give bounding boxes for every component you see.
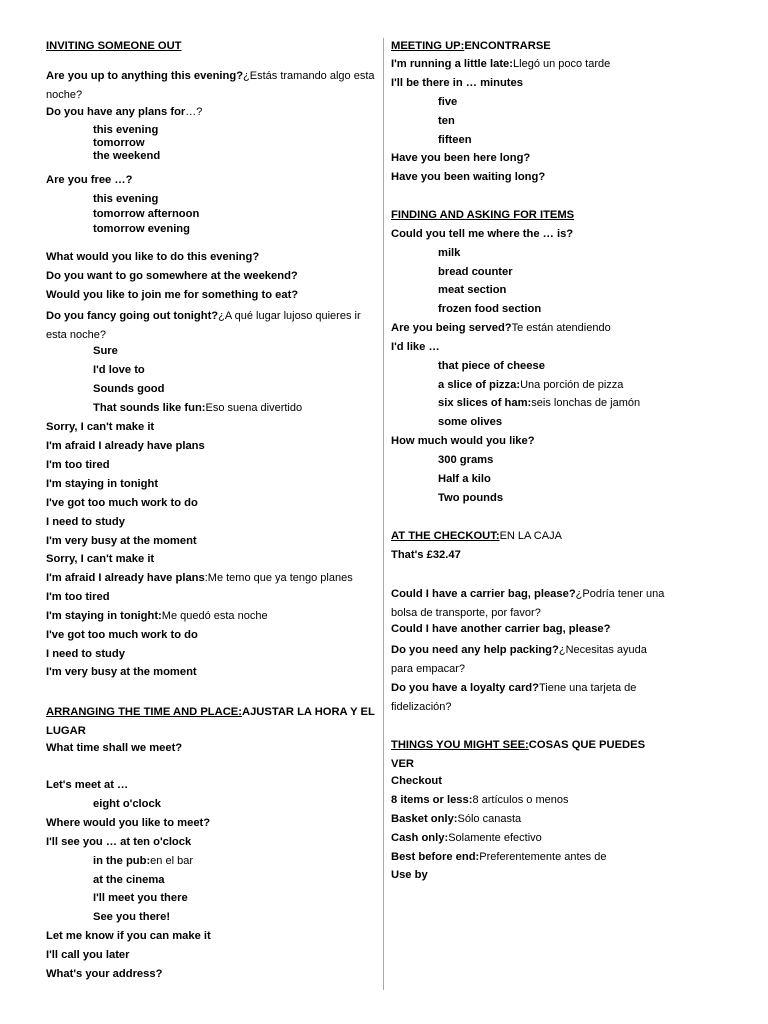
english-phrase: I'll see you … at ten o'clock (46, 836, 192, 848)
phrase-line (391, 76, 523, 90)
phrase-line (93, 123, 158, 137)
phrase-line (391, 548, 461, 562)
english-phrase: Let's meet at … (46, 779, 129, 791)
phrase-line (391, 57, 610, 71)
phrase-line (46, 39, 182, 53)
english-phrase: I need to study (46, 516, 125, 528)
english-phrase: I'll call you later (46, 949, 130, 961)
english-phrase: Sorry, I can't make it (46, 421, 155, 433)
phrase-line (391, 151, 530, 165)
phrase-line (391, 736, 666, 774)
english-phrase: I'm staying in tonight: (46, 610, 162, 622)
phrase-line (93, 192, 158, 206)
spanish-translation: Tiene una tarjeta de fidelización? (391, 682, 637, 713)
phrase-line (93, 891, 188, 905)
spanish-translation: ¿Podría tener una bolsa de transporte, por favor? (391, 588, 665, 619)
phrase-line (438, 133, 472, 147)
phrase-line (46, 628, 198, 642)
phrase-line (46, 307, 376, 345)
phrase-line (93, 149, 160, 163)
english-phrase: I'll be there in … minutes (391, 77, 523, 89)
section-heading: THINGS YOU MIGHT SEE: (391, 739, 529, 751)
spanish-translation: Me quedó esta noche (161, 610, 268, 622)
english-phrase: six slices of ham: (438, 397, 532, 409)
phrase-line (438, 246, 460, 260)
english-phrase: See you there! (93, 911, 171, 923)
phrase-line (93, 382, 164, 396)
phrase-line (46, 741, 182, 755)
english-phrase: Where would you like to meet? (46, 817, 211, 829)
phrase-line (391, 641, 666, 679)
phrase-line (391, 170, 545, 184)
phrase-line (46, 835, 191, 849)
section-heading: AT THE CHECKOUT: (391, 530, 500, 542)
english-phrase: frozen food section (438, 303, 542, 315)
english-phrase: Are you free …? (46, 174, 133, 186)
section-heading: FINDING AND ASKING FOR ITEMS (391, 209, 575, 221)
phrase-line (46, 703, 376, 741)
column-divider (383, 38, 384, 990)
english-phrase: Have you been waiting long? (391, 171, 546, 183)
phrase-line (391, 39, 551, 53)
english-phrase: eight o'clock (93, 798, 161, 810)
phrase-line (46, 288, 298, 302)
phrase-line (391, 622, 610, 636)
english-phrase: in the pub: (93, 855, 151, 867)
english-phrase: tomorrow (93, 137, 145, 149)
phrase-line (46, 647, 125, 661)
english-phrase: I'm too tired (46, 459, 110, 471)
english-phrase: Do you need any help packing? (391, 644, 559, 656)
english-phrase: I'm afraid I already have plans (46, 572, 205, 584)
phrase-line (438, 114, 455, 128)
english-phrase: Are you up to anything this evening? (46, 70, 244, 82)
phrase-line (46, 496, 198, 510)
phrase-line (46, 105, 202, 119)
english-phrase: milk (438, 247, 461, 259)
phrase-line (46, 420, 154, 434)
phrase-line (46, 552, 154, 566)
english-phrase: I'm very busy at the moment (46, 666, 197, 678)
phrase-line (391, 434, 535, 448)
spanish-translation: Preferentemente antes de (479, 851, 607, 863)
phrase-line (46, 609, 268, 623)
english-phrase: tomorrow evening (93, 223, 190, 235)
english-phrase: meat section (438, 284, 507, 296)
english-phrase: a slice of pizza: (438, 379, 521, 391)
english-phrase: this evening (93, 193, 159, 205)
english-phrase: I'm running a little late: (391, 58, 514, 70)
phrase-line (46, 458, 110, 472)
phrase-line (46, 590, 110, 604)
english-phrase: Let me know if you can make it (46, 930, 211, 942)
phrase-line (46, 948, 130, 962)
english-phrase: Could I have another carrier bag, please? (391, 623, 611, 635)
section-heading: ARRANGING THE TIME AND PLACE: (46, 706, 242, 718)
phrase-line (391, 812, 521, 826)
english-phrase: Could I have a carrier bag, please? (391, 588, 576, 600)
spanish-translation: Eso suena divertido (205, 402, 303, 414)
english-phrase: 300 grams (438, 454, 494, 466)
english-phrase: Have you been here long? (391, 152, 531, 164)
english-phrase: Sounds good (93, 383, 165, 395)
spanish-translation: Solamente efectivo (448, 832, 542, 844)
english-phrase: ten (438, 115, 455, 127)
spanish-translation: seis lonchas de jamón (531, 397, 641, 409)
phrase-line (46, 269, 298, 283)
english-phrase: I've got too much work to do (46, 629, 198, 641)
english-phrase: I'd like … (391, 341, 440, 353)
english-phrase: five (438, 96, 458, 108)
phrase-line (391, 321, 611, 335)
english-phrase: this evening (93, 124, 159, 136)
spanish-heading: COSAS QUE PUEDES VER (391, 739, 646, 770)
phrase-line (438, 95, 457, 109)
phrase-line (93, 344, 118, 358)
spanish-translation: ¿A qué lugar lujoso quieres ir esta noche? (46, 310, 361, 341)
phrase-line (391, 831, 542, 845)
english-phrase: 8 items or less: (391, 794, 473, 806)
phrase-line (391, 774, 442, 788)
phrase-line (391, 585, 666, 623)
phrase-line (93, 401, 302, 415)
english-phrase: Sorry, I can't make it (46, 553, 155, 565)
english-phrase: I'm staying in tonight (46, 478, 159, 490)
phrase-line (93, 207, 199, 221)
english-phrase: Two pounds (438, 492, 504, 504)
english-phrase: Best before end: (391, 851, 480, 863)
phrase-line (391, 340, 440, 354)
spanish-translation: :Me temo que ya tengo planes (204, 572, 353, 584)
phrase-line (93, 222, 190, 236)
phrase-line (438, 359, 545, 373)
english-phrase: Do you fancy going out tonight? (46, 310, 219, 322)
english-phrase: How much would you like? (391, 435, 535, 447)
spanish-translation: Llegó un poco tarde (513, 58, 611, 70)
phrase-line (46, 571, 353, 585)
phrase-line (391, 850, 606, 864)
english-phrase: Do you want to go somewhere at the weekend? (46, 270, 298, 282)
phrase-line (46, 250, 259, 264)
phrase-line (438, 378, 623, 392)
phrase-line (93, 136, 145, 150)
english-phrase: the weekend (93, 150, 161, 162)
english-phrase: tomorrow afternoon (93, 208, 200, 220)
english-phrase: I'd love to (93, 364, 145, 376)
english-phrase: I'm afraid I already have plans (46, 440, 205, 452)
english-phrase: I'm very busy at the moment (46, 535, 197, 547)
phrase-line (438, 265, 513, 279)
phrase-line (46, 439, 205, 453)
phrase-line (46, 665, 197, 679)
phrase-line (438, 396, 640, 410)
spanish-heading: ENCONTRARSE (464, 40, 551, 52)
phrase-line (438, 491, 503, 505)
phrase-line (438, 453, 493, 467)
phrase-line (93, 797, 161, 811)
spanish-translation: ¿Estás tramando algo esta noche? (46, 70, 375, 101)
spanish-translation: Una porción de pizza (520, 379, 624, 391)
english-phrase: I've got too much work to do (46, 497, 198, 509)
english-phrase: at the cinema (93, 874, 165, 886)
spanish-translation: 8 artículos o menos (472, 794, 569, 806)
phrase-line (93, 873, 165, 887)
spanish-translation: …? (185, 106, 203, 118)
english-phrase: What's your address? (46, 968, 163, 980)
phrase-line (93, 854, 193, 868)
english-phrase: That's £32.47 (391, 549, 461, 561)
phrase-line (46, 929, 211, 943)
phrase-line (93, 363, 145, 377)
phrase-line (438, 472, 491, 486)
english-phrase: That sounds like fun: (93, 402, 206, 414)
english-phrase: Use by (391, 869, 428, 881)
spanish-heading: AJUSTAR LA HORA Y EL LUGAR (46, 706, 375, 737)
phrase-line (46, 816, 210, 830)
phrase-line (46, 67, 376, 105)
phrase-line (46, 778, 128, 792)
english-phrase: Half a kilo (438, 473, 491, 485)
phrase-line (46, 967, 162, 981)
english-phrase: I'll meet you there (93, 892, 188, 904)
phrase-line (46, 477, 158, 491)
english-phrase: Would you like to join me for something to eat? (46, 289, 299, 301)
phrase-line (438, 415, 502, 429)
phrase-line (391, 679, 666, 717)
english-phrase: Do you have a loyalty card? (391, 682, 539, 694)
english-phrase: fifteen (438, 134, 472, 146)
english-phrase: bread counter (438, 266, 513, 278)
spanish-translation: en el bar (150, 855, 193, 867)
phrase-line (391, 793, 568, 807)
spanish-translation: EN LA CAJA (499, 530, 562, 542)
phrase-line (391, 208, 574, 222)
phrase-line (46, 173, 132, 187)
phrase-line (391, 227, 573, 241)
english-phrase: I'm too tired (46, 591, 110, 603)
english-phrase: Sure (93, 345, 118, 357)
phrase-line (46, 534, 197, 548)
english-phrase: Could you tell me where the … is? (391, 228, 574, 240)
english-phrase: that piece of cheese (438, 360, 545, 372)
english-phrase: some olives (438, 416, 503, 428)
phrase-line (391, 868, 428, 882)
spanish-translation: Te están atendiendo (511, 322, 611, 334)
section-heading: MEETING UP: (391, 40, 465, 52)
section-heading: INVITING SOMEONE OUT (46, 40, 182, 52)
spanish-translation: ¿Necesitas ayuda para empacar? (391, 644, 647, 675)
english-phrase: Checkout (391, 775, 442, 787)
phrase-line (93, 910, 170, 924)
english-phrase: Do you have any plans for (46, 106, 186, 118)
phrase-line (438, 302, 541, 316)
phrase-line (438, 283, 506, 297)
english-phrase: What time shall we meet? (46, 742, 183, 754)
english-phrase: Cash only: (391, 832, 449, 844)
english-phrase: I need to study (46, 648, 125, 660)
phrase-line (391, 529, 562, 543)
english-phrase: Are you being served? (391, 322, 512, 334)
english-phrase: Basket only: (391, 813, 458, 825)
phrase-line (46, 515, 125, 529)
spanish-translation: Sólo canasta (457, 813, 522, 825)
english-phrase: What would you like to do this evening? (46, 251, 260, 263)
